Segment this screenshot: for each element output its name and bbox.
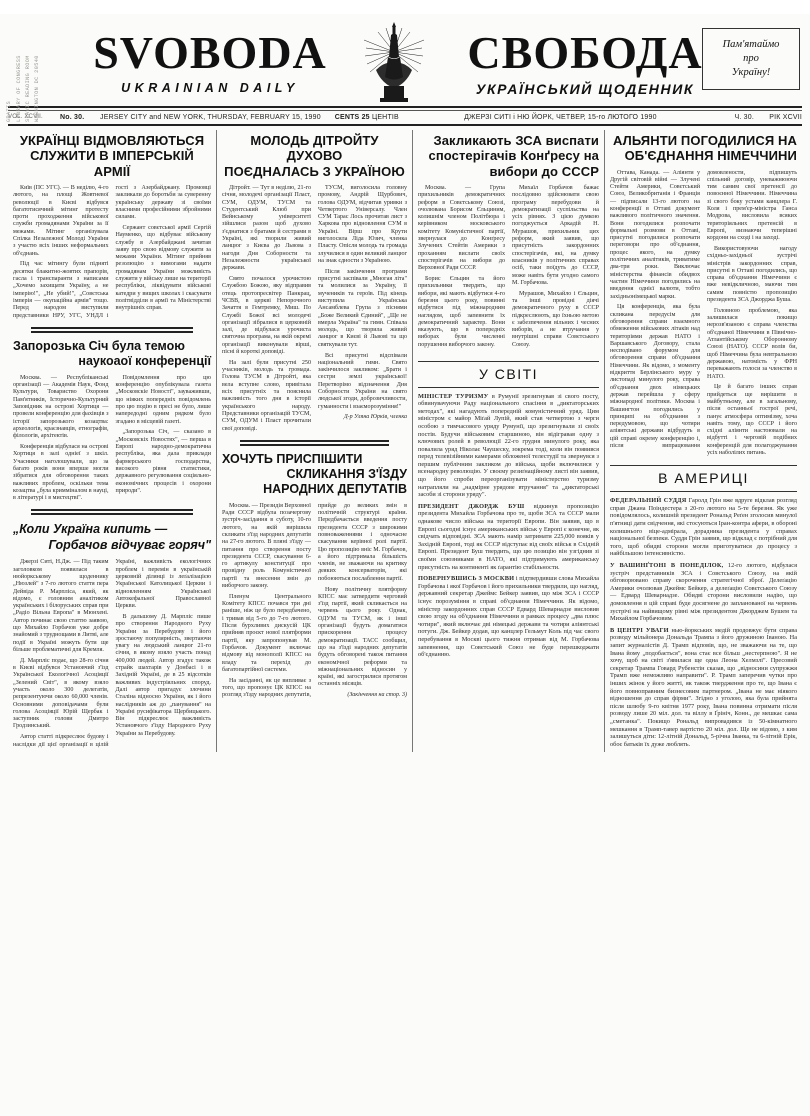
headline-line-3: НАРОДНИХ ДЕПУТАТІВ xyxy=(263,481,407,496)
headline-line-1: МОЛОДЬ ДІТРОЙТУ ДУХОВО xyxy=(250,132,379,163)
paragraph: Київ (ПС УГС). — В неділю, 4-го лютого, на площі Жовтневої революції в Києві відбувся багатотисячний мітинг протесту проти проходження військової служби громадянами України за її межами. Мітинг організувала Спілка Незалежної Молоді України з участю всіх інших неформальних об'єднань. xyxy=(13,185,109,257)
brief-text: Гаролд Грін вже вдруге відклав розгляд справ Джана Поіндестера з 20-го лютого на 5-те березня. Як уже повідомлялось, колишній президент Рональд Реґен зголосив минулої п'ятниці дати свідчення, які стосуються Іран-контра афери, в обороні колишнього віце-адмірала, дорадника президента у справах національної безпеки. Суддя Грін заявив, що відклад є потрібний для того, щоб обидві сторони могли приготуватися до процесу з найбільшою інтенсивністю. xyxy=(610,497,797,558)
story-detroit-youth-body xyxy=(222,185,407,433)
masthead xyxy=(0,14,810,106)
headline-line-2: Горбачов відчуває горяч" xyxy=(48,538,211,553)
brief-lead: ПОВЕРНУВШИСЬ З МОСКВИ xyxy=(418,575,515,583)
paragraph: Свято почалося урочистою Службою Божою, яку відправив отець протопресвітер Панкрац, ЧСВВ, в церкві Непорочного Зачаття в Гемтремку, Миш. По Службі Божої всі молодечі організації зібралися в церковній залі, де відбулася урочиста святочна програма, на якій окремі організації виконували вірші, пісні й короткі доповіді. xyxy=(222,276,311,356)
paragraph: Мурашов, Михайло і Єльцин, та інші провідні діячі демократичного руху в СССР підкреслюють, що їхньою метою є забезпечення вільних і чесних виборів, а не втручання у внутрішні справи Совєтського Союзу. xyxy=(512,290,599,348)
remember-line-3: Україну! xyxy=(731,67,771,78)
headline-congress-deputies xyxy=(222,452,407,497)
paragraph: Сержант совєтської армії Сергій Науменко, що відбуває військову службу в Азербайджані зачитав заяву про свою відмову служити за межами України. Мітинг прийняв резолюцію з вимогами надати громадянам України можливість служити у війську лише на території республіки, ліквідувати військові катедри у вищих школах і скасувати політвідділи в армії та Міністерстві внутрішніх справ. xyxy=(115,224,211,312)
paragraph: Ця конференція, яка була скликана передусім для обговорення справи взаємного обмеження військових літаків над територіями держав НАТО і Варшавського Договору, стала несподівано форумом для обговорення справи об'єднання Німеччини. Як відомо, з моменту відкриття Берлінського муру у листопаді минулого року, справа об'єднання двох німецьких держав перейшла у сферу міжнародної політики. Москва і Вашингтон погодились у принципі на об'єднання з передумовою, що чотири аліянтські держави відбудуть в цій справі окрему конференцію і, після випрацювання домовлености, підпишуть спільний договір, уневажнюючи тим самим свої претенсії до повоєнної Німеччини. Німеччина зі свого боку устами канцлера Г. Коля і прем'єр-міністра Ганса Модрова, висловила всяких територіяльних претенсій в Европі, визнаючи теперішні кордони на сході і на заході. xyxy=(610,169,797,449)
city-date-english: JERSEY CITY and NEW YORK, THURSDAY, FEBRUARY 15, 1990 xyxy=(100,113,321,121)
masthead-subtitle-ukrainian: УКРАЇНСЬКИЙ ЩОДЕННИК xyxy=(475,81,695,97)
headline-line-2: ПОЄДНАЛАСЬ З УКРАЇНОЮ xyxy=(224,163,405,179)
america-section-rule-top xyxy=(610,465,797,466)
paragraph: На залі були присутні 250 учасників, молодь та громада. Голова ТУСМ в Дітройті, яка вела вступне слово, привітала всіх присутніх та пояснила важливість того дня в історії українського народу. Представники організацій ТУСМ, СУМ, ОДУМ і Пласт прочитали свої доповіді. xyxy=(222,359,311,432)
headline-line-2: спостерігачів Конґресу на xyxy=(428,148,599,163)
stamp-line-1: GRATIS xyxy=(6,100,12,122)
main-columns xyxy=(8,130,802,753)
masthead-title-ukrainian: СВОБОДА xyxy=(467,27,703,78)
story-german-unification-body xyxy=(610,170,797,458)
cents-word: CENTS xyxy=(334,113,360,121)
brief-lead: МІНІСТЕР ТУРИЗМУ xyxy=(418,392,489,400)
news-brief xyxy=(610,627,797,749)
story-ukraine-boils-body xyxy=(13,559,211,748)
section-header-america: В АМЕРИЦІ xyxy=(658,470,749,487)
section-header-world: У СВІТІ xyxy=(478,365,539,382)
paragraph: На засіданні, як це випливає з того, що пропонує ЦК КПСС на розгляд з'їзду народних депутатів, прийде до великих змін в політичній структурі країни. Передбачається введення посту президента СССР з широкими повноваженнями і одночасне скасування керівної ролі партії. Цю пропозицію вніс М. Горбачов, а його підтримала більшість членів, не зважаючи на критику деяких консерваторів, які побоюються послаблення партії. xyxy=(222,502,407,699)
brief-text: нью-йоркських медій продовжує бути справа розводу мільйонера Дональда Трампа з його дружиною Іваною. На запит журналістів Д. Трамп відповів, що, не зважаючи на те, що Івана йому „подобається", вона стає все більш „нестерпною". Я не хочу, щоб на світі з'явилася ще одна Леона Хелмзлі". Пресовий секретар Трампа Говард Рубенстін сказав, що „відносини супружжя Трамп вже неможливо направити". Р. Трамп заперечив чутки про інших жінок у його житті, як також твердження про те, що Івана є його повноправним бизнесовим партнером. „Івана не має ніякого відношення до справ фірми". Згідно з уголою, яка була прийнята після шлюбу 9-го квітня 1977 року, Івана повинна отримати після розводу лише 20 міл. дол. та віллу в Ґрініч, Конн., де мешкає сама „сметанка". Покищо Рональд випровадився із 50-кімнатного мешкання в Трамп-тавер вартістю 20 міл. дол. Ще не відомо, з ким залишуться діти: 12-літній Дональд, 5-річна Іванка, та 6-літній Ерік, обоє батьків їх дуже люблять. xyxy=(610,626,797,748)
story-zaporozhian-sich-body xyxy=(13,375,211,503)
stamp-line-3: SLAVIC READING ROOM xyxy=(25,55,31,122)
newspaper-front-page xyxy=(0,14,810,1116)
headline-line-2: наукоаої конференції xyxy=(78,353,211,368)
paragraph: Москва. — Група прихильників демократичних реформ в Совєтському Союзі, очолювана Борисом Єльциним, колишнім членом Політбюра і керівником московського комітету Комуністичної партії, звернулася до Конґресу Злучених Стейтів Америки з проханням вислати своїх спостерігачів на вибори до Верховної Ради СССР. xyxy=(418,185,505,272)
masthead-subtitle-english: UKRAINIAN DAILY xyxy=(121,81,299,95)
news-brief xyxy=(418,393,599,499)
headline-german-unification xyxy=(610,133,797,164)
folio-rule xyxy=(8,124,802,126)
paragraph: Повідомлення про цю конференцію опублікувала газета „Московскіе Новості", зауваживши, що ніяких попередніх повідомлень про цю подію в пресі не було, лише напередодні одним рядком було згадано в місцевій газеті. xyxy=(115,374,211,425)
paragraph: Джерзі Ситі, Н.Дж. — Під таким заголовком появилася в нюйоркському щоденнику „Нюзлей" з 7-го лютого стаття пера Дейвіда Р. Марпліса, який, як відомо, є головним аналітиком українських і білоруських справ при „Радіо Вільна Европа" в Мюнхені. Автор починає свою статтю заявою, що Михайло Горбачов уже добре знайомий з труднощами в Литві, але події в Україні можуть бути ще більше проблематичні для Кремля. xyxy=(13,559,109,653)
paragraph: Москва. — Республіканські організації — Академія Наук, Фонд Культури, Товариство Охорони Пам'ятників, Історично-Культурний Заповідник на острові Хортиця — провели конференцію для фахівців з історії запорозького козацтва: археологів, краєзнавців, етнографів, філологів, архітектів. xyxy=(13,374,109,440)
issue-number-english: No. 30. xyxy=(60,113,85,121)
brief-text: в Румунії зрезигнував зі свого посту, обвинувачуючи Раду національного спасіння в „диктаторських методах", які нагадують попередній комуністичний уряд. Цим міністром є майор Міґай Лупій, який став четвертою з черги особою з тимчасового уряду Румунії, що зрезигнували зі своїх постів. Будучи військовим старшиною, він відігравав одну з ключових ролей в революції 22-го грудня минулого року, яка повалила уряд Ніколає Чаушеску, зокрема тоді, коли він появився перед телевізійними камерами обложеної телестудії та звернувся з першим публічним закликом до війська, щоби включилися у всенародну революцію. У своєму резиґнаційному листі він заявив, що його спроби переорганізувати міністерство туризму натрапляли на „надмірне урядове втручання" та „диктаторські засоби зі сторони уряду". xyxy=(418,392,600,499)
volume-ukrainian: РІК XCVII xyxy=(769,113,802,121)
folio-line xyxy=(8,114,802,121)
headline-line-2: СЛУЖИТИ В ІМПЕРСЬКІЙ АРМІЇ xyxy=(30,148,194,179)
paragraph: Головною проблемою, яка залишилася покищо нерозв'язаною є справа членства об'єднаної Німеччини в Північно-Атлантійському Оборонному Союзі (НАТО). СССР волів би, щоб Німеччина була невтральною державою, натомість у ФРН переважають голоси за членство в НАТО. xyxy=(707,307,797,380)
world-section-rule-top xyxy=(418,361,599,362)
column-1 xyxy=(8,130,216,753)
headline-line-2: ОБ'ЄДНАННЯ НІМЕЧЧИНИ xyxy=(624,148,797,163)
cents-value: 25 xyxy=(361,113,370,121)
news-brief xyxy=(610,562,797,623)
story-us-observers-body xyxy=(418,185,599,353)
paragraph: Всі присутні відспівали національний гимн. Свято закінчилося закликом: „Брати і сестри землі української! Перетворімо відзначення Дня Соборности України на свято людської згоди, доброзичливости, гуманности і взаєморозуміння!" xyxy=(318,352,407,410)
masthead-rule-thin xyxy=(8,110,802,111)
headline-line-2: СКЛИКАННЯ З'ЇЗДУ xyxy=(286,466,407,481)
headline-line-1: Закликають ЗСА виспати xyxy=(433,132,599,148)
headline-line-1: Запорозька Січ була темою xyxy=(13,338,185,353)
paragraph: Дітройт. — Тут в неділю, 21-го січня, молодечі організації Пласт, СУМ, ОДУМ, ТУСМ та Студентський Клюб при Вейнському університеті зійшлися разом щоб духово з'єднатися з братами й сестрами в Україні, які творили живий ланцюг з Києва до Львова з нагоди Дня Соборности та Незалежности української держави. xyxy=(222,185,311,272)
america-section-rule-bottom xyxy=(610,491,797,492)
issue-number-ukrainian: Ч. 30. xyxy=(734,113,754,121)
paragraph: Під час мітингу були підняті десятки блакитно-жовтих прапорів, гасла і транспаранти з написами „Хочемо захищати Україну, а не імперію!", „Не убий!", „Совєтська імперія — окупаційна армія" тощо. Перед народом виступили представники НРУ, УГС, УНДЛ і гості з Азербайджану. Промовці закликали до боротьби за суверенну українську державу зі своїми власними професійними збройними силами. xyxy=(13,185,211,319)
price-label xyxy=(321,114,413,121)
statue-of-liberty-emblem xyxy=(358,18,430,104)
paragraph: Москва. — Президія Верховної Ради СССР відбула позачергову зустріч-засідання в суботу, 10-го лютого, на якій вирішила скликати з'їзд народних депутатів на 27-го лютого. В пляні з'їзду — питання про створення посту президента СССР, скасування 6-го артикулу конституції про провідну роль Комуністичної партії та внесення змін до виборчого закону. xyxy=(222,502,311,590)
paragraph: Михаїл Горбачов бажає послідовно здійснювати свою програму перебудови й демократизації суспільства на усіх рівнях. З цією думкою погоджується Аркадій Н. Мурашов, прихильник цих реформ, який заявив, що присутність закордонних спостерігачів, які, на думку власників у політичних справах осіб, таки поїдуть до СССР, може навіть бути угодно самого М. Горбачова. xyxy=(512,185,599,286)
remember-ukraine-box xyxy=(702,28,800,90)
column-2 xyxy=(216,130,412,753)
masthead-english xyxy=(60,27,360,95)
headline-us-observers xyxy=(418,133,599,180)
column-3 xyxy=(412,130,604,753)
headline-line-1: АЛЬЯНТИ ПОГОДИЛИСЯ НА xyxy=(612,132,797,148)
headline-detroit-youth xyxy=(222,133,407,180)
story-signature: Д-р Уляна Юрків, членка xyxy=(343,414,407,421)
headline-line-1: „Коли Україна кипить — xyxy=(13,522,168,537)
paragraph: Д. Марпліс подає, що 28-го січня в Києві відбувся Установчий з'їзд Української Екологічної Асоціяції „Зелений Світ", в якому взяло участь около 300 делегатів, репрезентуючи около 60,000 членів. Основними доповідачами були голова Асоціяції Юрій Щербак і заступник голови Дмитро Гродзинський. xyxy=(13,657,109,730)
news-brief xyxy=(418,503,599,571)
world-section-rule-bottom xyxy=(418,387,599,388)
paragraph: Борис Єльцин та його прихильники твердять, що вибори, які мають відбутися 4-го березня цього року, повинні відбутися під міжнародним наглядом, щоб запевнити їх демократичний характер. Вони вказують, що в попередніх виборах були численні порушення виборчого закону. xyxy=(418,276,505,348)
paragraph: ТУСМ, виголосила головну промову, Андрій Щурбович, голова ОДУМ, відчитав уривки з Четвертого Універсалу. Член СУМ Тарас Лось прочитав лист з Харкова про відновлення СУМ в Україні. Вірш про Крути виголосила Ліда Юзич, членка Пласту. Опісля молодь та громада злучилися в один великий ланцюг на знак єдности з Україною. xyxy=(318,185,407,264)
brief-lead: ПРЕЗИДЕНТ ДЖОРДЖ БУШ xyxy=(418,502,525,510)
paragraph: Це й багато інших справ прийдеться ще вирішити в майбутньому, але в загальному, після останньої гострої речі, панує атмосфера оптимізму, хоча навіть тому, що СССР і його східні аліянти настоювали на відбутті і черговій подібних конференцій для полагоджування усіх наболілих питань. xyxy=(707,384,797,456)
section-divider xyxy=(31,509,193,515)
brief-text: відкинув пропозицію президента Михайла Горбачова про те, щоби ЗСА та СССР мали однакове число війська на території Европи. Він заявив, що в Европі сьогодні існує американських військ у Европі є конечне, як свідчать відповідні. ЗСА мають намір затримати 225,000 вояків у Західній Европі, тоді як СССР відступає від своїх військ в Східній Европі. Президент Буш твердить, що цю позицію він узгіднив зі своїми союзниками в НАТО, які підтримують американську присутність на континенті як ґарантію стабільности. xyxy=(418,502,599,571)
volume-english: VOL. XCVII. xyxy=(8,114,43,120)
section-divider xyxy=(240,440,389,446)
cents-ukrainian: ЦЕНТІВ xyxy=(371,113,399,121)
america-briefs-list xyxy=(610,497,797,748)
stamp-line-4: WASHINGTON DC 20540 xyxy=(34,55,40,122)
masthead-ukrainian xyxy=(430,27,740,97)
brief-lead: В ЦЕНТРІ УВАГИ xyxy=(610,626,669,634)
headline-ukrainians-refuse-army xyxy=(13,133,211,180)
paragraph: „Запорозька Січ, — сказано в „Московскіх Новостях", — перша в Европі народно-демократична республіка, яка дала приклади фармерського господарства, високого рівня статистики, державного регулювання соціяльно-економічних процесів і охорони природи". xyxy=(115,429,211,494)
paragraph: Автор статті підкреслює будову і наслідки дії цієї організації в цілій Україні, важливість екологічних проблем і перемін в українській церковній ділянці із леґалізацією Української Католицької Церкви і відновленням Української Автокефальної Православної Церкви. xyxy=(13,559,211,748)
brief-lead: У ВАШИНҐТОНІ В ПОНЕДІЛОК, xyxy=(610,562,724,570)
remember-line-1: Пам'ятаймо xyxy=(722,39,780,50)
paragraph: Оттава, Канада. — Аліянти у Другій світовій війні — Злучені Стейти Америки, Совєтський Союз, Великобританія і Франція — підписали 13-го лютого на конференції в Оттаві документ важливого політичного значення. Вони погодилися розпочати формальні розмови в Оттаві, присутні погодилися розпочати переговори про об'єднання, процес якого, на думку політичних аналітиків, триватиме два-три роки. Виключає міністерства фінансів обидвох частин Німеччини погодились на введення однієї валюти, тобто західньонімецької марки. xyxy=(610,169,700,300)
masthead-rule-thick xyxy=(8,106,802,108)
news-brief xyxy=(610,497,797,558)
brief-text: 12-го лютого, відбулася зустріч представників ЗСА і Совєтського Союзу, на якій обговорювано справу скорочення стратегічної зброї. Делеґацію Америки очолював Джеймс Бейкер, а делеґацію Совєтського Союзу — Едвард Шеварнадзе. Обидві сторони висловили надію, що домовлення в цій справі буде досягнене до запланованої на червень зустрічі на найвищому рівні між президентом Джорджем Бушем та Михайлом Горбачовим. xyxy=(610,562,797,623)
paragraph: Після закінчення програми присутні заспівали „Многая літа" та молилися за Україну, її мучеників та героїв. Під кінець виступила Українська Ансамблева Група з піснями „Боже Великий Єдиний", „Ще не вмерла Україна" та гимн. Співала молодь, що творила живий ланцюг в Києві й Львові та що святкували тут. xyxy=(318,268,407,348)
headline-line-1: УКРАЇНЦІ ВІДМОВЛЯЮТЬСЯ xyxy=(19,132,205,148)
news-brief xyxy=(418,575,599,659)
column-4 xyxy=(604,130,802,753)
masthead-title-english: SVOBODA xyxy=(93,27,327,78)
paragraph: Використовуючи нагоду східньо-західньої зустрічі міністрів закордонних справ, присутні в Оттаві погодились, що справа об'єднання Німеччини є вже невідкличною, маючи тим самим повністю пропозицію президента ЗСА Джорджа Буша. xyxy=(707,245,797,304)
story-congress-deputies-body xyxy=(222,503,407,701)
city-date-ukrainian: ДЖЕРЗІ СИТІ і НЮ ЙОРК, ЧЕТВЕР, 15-го ЛЮТОГО 1990 xyxy=(464,113,657,121)
paragraph: Нову політичну плятформу КПСС має затвердити черговий з'їзд партії, який скликається на червень цього року. Однак, ОДУМ та ТУСМ, як і інші організації будуть домагатися прискорення процесу демократизації. ТАСС сообщил, що на з'їзді народних депутатів будуть обговорені також питання економічної реформи та міжнаціональних відносин у країні, які загострилися протягом останніх місяців. xyxy=(318,586,407,688)
brief-text: і підтвердивши слова Михайла Горбачова і якої Горбачов і його прихильники твердили, що нагляд, державний секретар Джеймс Бейкер заявив, що між ЗСА і СССР існує порозуміння в справі об'єднання Німеччини. Як відомо, міністер закордонних справ СССР Едвард Шеварнадзе висловив свою згоду на об'єднання Німеччини в рамках процесу „два плюс чотири", який включає дві німецькі держави та чотири аліянтські потуги. Дж. Бейкер додав, що канцлер Гельмут Коль під час свого перебування в Москві цього тижня отримав від М. Горбачова запевнення, що Совєтський Союз не буде перешкоджати об'єднанню. xyxy=(418,575,600,659)
stamp-line-2: LIBRARY OF CONGRESS xyxy=(16,55,22,122)
world-briefs-list xyxy=(418,393,599,659)
headline-zaporozhian-sich xyxy=(13,339,211,369)
paragraph: В дальшому Д. Марпліс пише про створення Народного Руху України за Перебудову і його зростаючу популярність, звертаючи увагу на людський ланцюг 21-го січня, в якому взяло участь понад 400,000 людей. Автор згадує також страйк шахтарів у Донбасі і в Західній Україні, де в 25 відсотків важливих індустріяльних споруд. Далі автор пригадує злочини Сталіна відносно України, як і його наслідників аж до „панування" на Україні русифікатора Щербицького. Він підкреслює важливість Установчого з'їзду Народного Руху України за Перебудову. xyxy=(115,613,211,737)
continuation-note: (Закінчення на стор. 3) xyxy=(347,692,407,699)
headline-line-3: вибори до СССР xyxy=(489,163,599,179)
remember-line-2: про xyxy=(743,53,759,64)
brief-lead: ФЕДЕРАЛЬНИЙ СУДДЯ xyxy=(610,497,687,505)
section-divider xyxy=(31,327,193,333)
paragraph: Конференція відбулася на острові Хортиця в залі одніеї з шкіл. Учасники наголошували, що за багато років вони вперше могли зібратися для обговорення таких важливих проблем, оскільки тема козацтва „була кримміналом в науці, в літературі і в мистецтві". xyxy=(13,444,109,502)
headline-ukraine-boils xyxy=(13,521,211,553)
story-ukrainians-refuse-army-body xyxy=(13,185,211,320)
paragraph: Пленум Центрального Комітету КПСС почався три дні раніше, ніж це було передбачено, і тривав від 5-го до 7-го лютого. Після бурхливих дискусій ЦК прийняв проєкт нової плятформи партії, яку запропонував М. Горбачов. Документ включає відмову від монополії КПСС на владу та перехід до багатопартійної системи. xyxy=(222,593,311,673)
headline-line-1: ХОЧУТЬ ПРИСПІШИТИ xyxy=(222,451,363,466)
